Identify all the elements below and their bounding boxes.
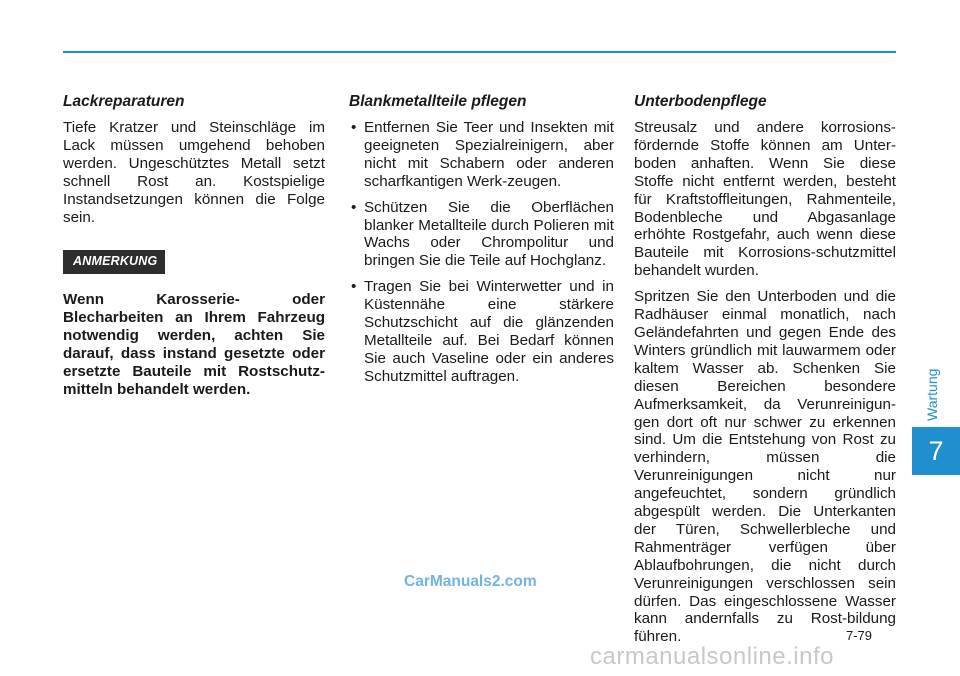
heading-blankmetallteile: Blankmetallteile pflegen [349, 93, 527, 110]
chapter-tab: 7 [912, 427, 960, 475]
column-blankmetallteile [349, 92, 614, 394]
top-divider [63, 51, 896, 53]
paragraph-unterboden-1: Streusalz und andere korrosions-fördernde Stoffe können am Unter-boden anhaften. Wenn Sie diese Stoffe nicht entfernt werden, besteht für Kraftstoffleitungen, Rahmenteile, Bodenbleche und Abgasanlage erhöhte Rostgefahr, auch wenn diese Bauteile mit Korrosions-schutzmittel behandelt wurden. [634, 119, 896, 280]
list-item: • Entfernen Sie Teer und Insekten mit geeigneten Spezialreinigern, aber nicht mit Schabern oder anderen scharfkantigen Werk-zeugen. [349, 119, 614, 191]
section-side-label: Wartung [924, 368, 940, 422]
note-badge: ANMERKUNG [63, 250, 165, 274]
watermark-link[interactable]: CarManuals2.com [404, 573, 537, 590]
note-text: Wenn Karosserie- oder Blecharbeiten an Ihrem Fahrzeug notwendig werden, achten Sie darauf, dass instand gesetzte oder ersetzte Bauteile mit Rostschutz-mitteln behandelt werden. [63, 291, 325, 398]
paragraph-lackreparaturen: Tiefe Kratzer und Steinschläge im Lack müssen umgehend behoben werden. Ungeschütztes Metall setzt schnell Rost an. Kostspielige Instandsetzungen können die Folge sein. [63, 119, 325, 226]
page-number: 7-79 [846, 628, 873, 643]
column-lackreparaturen [63, 92, 325, 407]
heading-lackreparaturen: Lackreparaturen [63, 93, 185, 110]
heading-unterbodenpflege: Unterbodenpflege [634, 93, 767, 110]
paragraph-unterboden-2: Spritzen Sie den Unterboden und die Radhäuser einmal monatlich, nach Geländefahrten und gegen Ende des Winters gründlich mit lauwarmem oder kaltem Wasser ab. Schenken Sie diesen Bereichen besondere Aufmerksamkeit, da Verunreinigun-gen dort oft nur schwer zu erkennen sind. Um die Entstehung von Rost zu verhindern, müssen die Verunreinigungen nicht nur angefeuchtet, sondern gründlich abgespült werden. Die Unterkanten der Türen, Schwellerbleche und Rahmenträger verfügen über Ablaufbohrungen, die nicht durch Verunreinigungen verschlossen sein dürfen. Das eingeschlossene Wasser kann andernfalls zu Rost-bildung führen. [634, 288, 896, 646]
column-unterbodenpflege [634, 92, 896, 654]
watermark-footer: carmanualsonline.info [590, 643, 834, 670]
bullet-list [349, 119, 614, 386]
list-item: • Tragen Sie bei Winterwetter und in Küstennähe eine stärkere Schutzschicht auf die glänzenden Metallteile auf. Bei Bedarf können Sie auch Vaseline oder ein anderes Schutzmittel auftragen. [349, 278, 614, 385]
list-item: • Schützen Sie die Oberflächen blanker Metallteile durch Polieren mit Wachs oder Chrompolitur und bringen Sie die Teile auf Hochglanz. [349, 199, 614, 271]
